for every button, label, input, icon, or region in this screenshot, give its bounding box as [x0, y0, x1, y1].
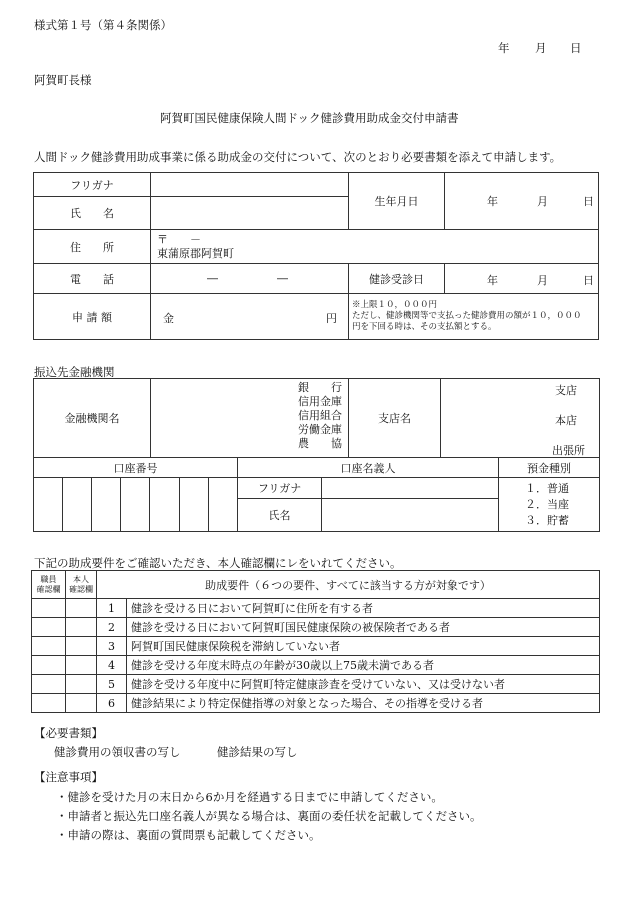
requirement-text: 健診結果により特定保健指導の対象となった場合、その指導を受ける者 — [127, 694, 600, 713]
account-table — [33, 457, 600, 532]
amount-note-line-2: ただし、健診機関等で支払った健診費用の額が１０，０００ — [352, 311, 582, 321]
account-digit-7[interactable] — [209, 478, 238, 532]
amount-note-line-1: ※上限１０，０００円 — [352, 300, 438, 310]
branch-type-shutchosho: 出張所 — [552, 444, 585, 457]
self-check-5[interactable] — [66, 675, 97, 694]
exam-year-label: 年 — [487, 274, 498, 287]
document-title: 阿賀町国民健康保険人間ドック健診費用助成金交付申請書 — [160, 111, 459, 125]
exam-date-field[interactable] — [445, 264, 599, 294]
deposit-type-label: 預金種別 — [499, 458, 600, 478]
self-check-header — [66, 571, 97, 599]
self-check-3[interactable] — [66, 637, 97, 656]
staff-check-4[interactable] — [32, 656, 66, 675]
requirements-instruction: 下記の助成要件をご確認いただき、本人確認欄にレをいれてください。 — [34, 556, 402, 570]
document-result-copy: 健診結果の写し — [217, 745, 298, 759]
account-digit-2[interactable] — [63, 478, 92, 532]
date-year-label: 年 — [498, 41, 510, 55]
account-digit-3[interactable] — [92, 478, 121, 532]
requirements-header: 助成要件（６つの要件、すべてに該当する方が対象です） — [97, 571, 600, 599]
staff-check-2[interactable] — [32, 618, 66, 637]
bank-table — [33, 378, 600, 458]
amount-prefix: 金 — [163, 312, 174, 325]
requirement-number: 4 — [97, 656, 127, 675]
name-input[interactable] — [151, 197, 349, 230]
address-field[interactable] — [151, 230, 599, 264]
staff-check-1[interactable] — [32, 599, 66, 618]
bank-type-ginko: 銀 行 — [298, 381, 342, 394]
note-item-1: ・健診を受けた月の末日から6か月を経過する日までに申請してください。 — [56, 790, 443, 804]
account-number-label: 口座番号 — [34, 458, 238, 478]
phone-dash-2: ― — [277, 272, 288, 285]
requirement-text: 健診を受ける年度中に阿賀町特定健康診査を受けていない、又は受けない者 — [127, 675, 600, 694]
requirement-number: 5 — [97, 675, 127, 694]
account-digit-5[interactable] — [150, 478, 180, 532]
staff-check-3[interactable] — [32, 637, 66, 656]
exam-month-label: 月 — [537, 274, 548, 287]
name-label: 氏 名 — [34, 197, 151, 230]
exam-date-label: 健診受診日 — [349, 264, 445, 294]
date-day-label: 日 — [570, 41, 582, 55]
self-check-1[interactable] — [66, 599, 97, 618]
exam-day-label: 日 — [583, 274, 594, 287]
self-check-4[interactable] — [66, 656, 97, 675]
amount-suffix: 円 — [326, 312, 337, 325]
bank-section-title: 振込先金融機関 — [34, 365, 115, 379]
requirement-text: 健診を受ける日において阿賀町に住所を有する者 — [127, 599, 600, 618]
applicant-table — [33, 172, 599, 340]
account-digit-6[interactable] — [180, 478, 209, 532]
staff-check-label-1: 職員 — [40, 574, 57, 584]
requirement-number: 6 — [97, 694, 127, 713]
requirement-text: 健診を受ける日において阿賀町国民健康保険の被保険者である者 — [127, 618, 600, 637]
address-label: 住 所 — [34, 230, 151, 264]
amount-label: 申 請 額 — [34, 294, 151, 340]
staff-check-label-2: 確認欄 — [36, 584, 61, 594]
birth-date-label: 生年月日 — [349, 173, 445, 230]
form-number: 様式第１号（第４条関係） — [34, 18, 172, 32]
staff-check-5[interactable] — [32, 675, 66, 694]
birth-day-label: 日 — [583, 195, 594, 208]
staff-check-6[interactable] — [32, 694, 66, 713]
birth-date-field[interactable] — [445, 173, 599, 230]
amount-note-line-3: 円を下回る時は、その支払額とする。 — [352, 322, 497, 332]
deposit-type-chochiku[interactable]: ３．貯蓄 — [525, 513, 570, 527]
requirement-number: 3 — [97, 637, 127, 656]
bank-type-shinkin: 信用金庫 — [298, 395, 342, 408]
date-month-label: 月 — [535, 41, 547, 55]
branch-type-honten: 本店 — [555, 414, 577, 427]
bank-type-shinkumi: 信用組合 — [298, 409, 342, 422]
institution-input[interactable] — [151, 379, 349, 458]
deposit-type-options[interactable] — [499, 478, 600, 532]
requirements-table — [31, 570, 600, 713]
holder-name-label: 氏名 — [238, 499, 322, 532]
account-holder-label: 口座名義人 — [238, 458, 499, 478]
phone-input[interactable] — [151, 264, 349, 294]
intro-text: 人間ドック健診費用助成事業に係る助成金の交付について、次のとおり必要書類を添えて申請します。 — [34, 150, 562, 164]
note-item-2: ・申請者と振込先口座名義人が異なる場合は、裏面の委任状を記載してください。 — [56, 809, 482, 823]
self-check-label-2: 確認欄 — [69, 584, 93, 594]
branch-input[interactable] — [441, 379, 600, 458]
branch-label: 支店名 — [349, 379, 441, 458]
documents-title: 【必要書類】 — [34, 726, 103, 740]
postal-mark: 〒 － — [157, 232, 201, 246]
address-value: 東蒲原郡阿賀町 — [157, 246, 234, 260]
requirement-text: 健診を受ける年度末時点の年齢が30歳以上75歳未満である者 — [127, 656, 600, 675]
requirement-text: 阿賀町国民健康保険税を滞納していない者 — [127, 637, 600, 656]
birth-year-label: 年 — [487, 195, 498, 208]
phone-dash-1: ― — [207, 272, 218, 285]
furigana-input[interactable] — [151, 173, 349, 197]
amount-input[interactable] — [151, 294, 349, 340]
holder-furigana-label: フリガナ — [238, 478, 322, 499]
deposit-type-toza[interactable]: ２．当座 — [525, 497, 570, 511]
account-digit-4[interactable] — [121, 478, 150, 532]
self-check-6[interactable] — [66, 694, 97, 713]
furigana-label: フリガナ — [34, 173, 151, 197]
deposit-type-futsu[interactable]: １．普通 — [525, 481, 570, 495]
holder-furigana-input[interactable] — [322, 478, 499, 499]
birth-month-label: 月 — [537, 195, 548, 208]
bank-type-nokyo: 農 協 — [298, 437, 342, 450]
phone-label: 電 話 — [34, 264, 151, 294]
note-item-3: ・申請の際は、裏面の質問票も記載してください。 — [56, 828, 321, 842]
holder-name-input[interactable] — [322, 499, 499, 532]
amount-note — [349, 294, 599, 340]
document-receipt-copy: 健診費用の領収書の写し — [54, 745, 181, 759]
notes-title: 【注意事項】 — [34, 770, 103, 784]
branch-type-shiten: 支店 — [555, 384, 577, 397]
account-digit-1[interactable] — [34, 478, 63, 532]
addressee: 阿賀町長様 — [34, 73, 92, 87]
staff-check-header — [32, 571, 66, 599]
bank-type-rokin: 労働金庫 — [298, 423, 342, 436]
self-check-label-1: 本人 — [73, 574, 89, 584]
requirement-number: 1 — [97, 599, 127, 618]
self-check-2[interactable] — [66, 618, 97, 637]
institution-label: 金融機関名 — [34, 379, 151, 458]
requirement-number: 2 — [97, 618, 127, 637]
